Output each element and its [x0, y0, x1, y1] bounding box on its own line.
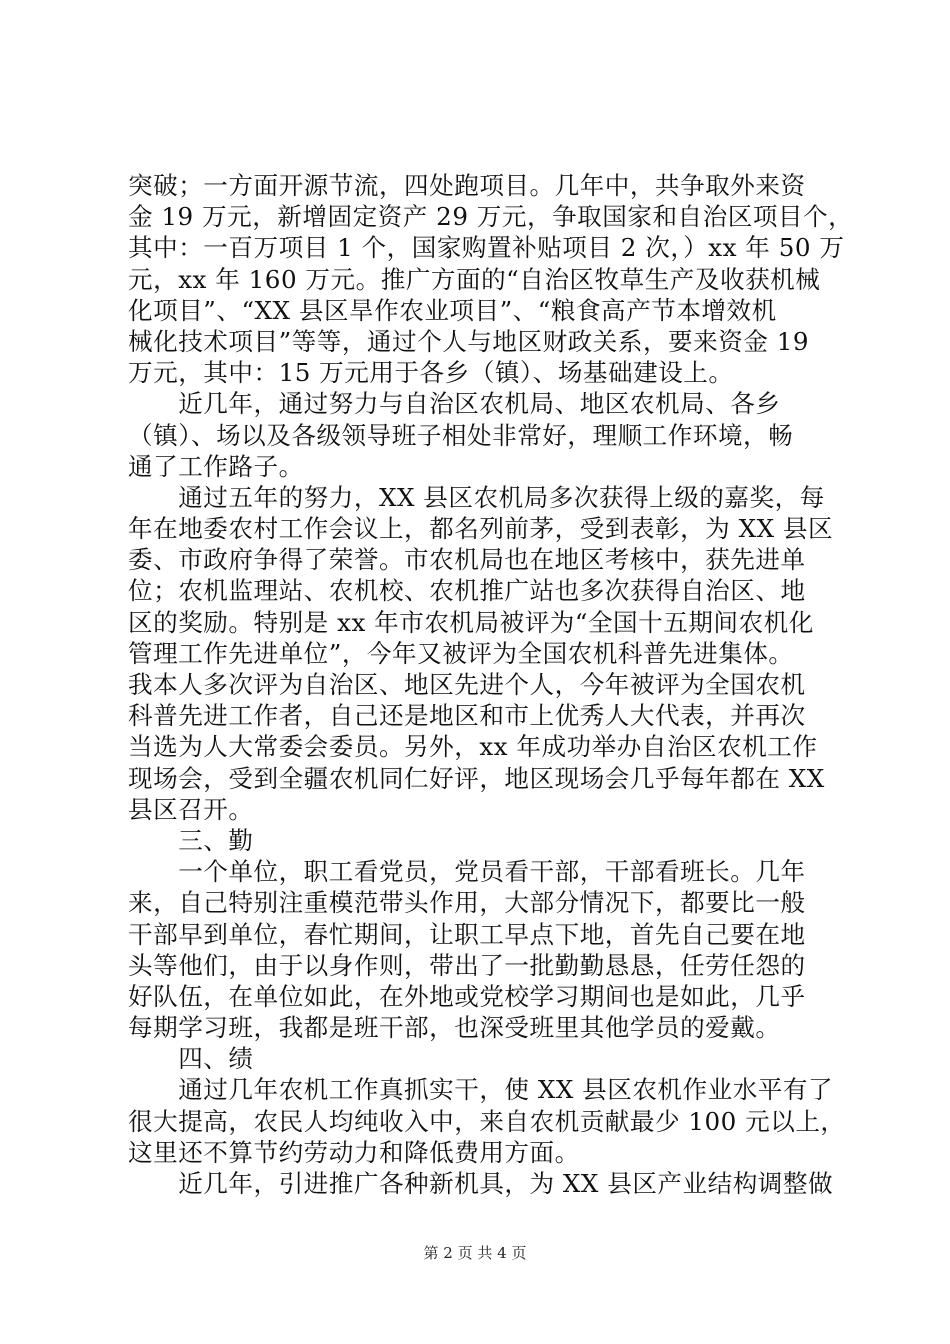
text-line: 干部早到单位，春忙期间，让职工早点下地，首先自己要在地	[128, 919, 806, 949]
text-line: 委、市政府争得了荣誉。市农机局也在地区考核中，获先进单	[128, 545, 806, 575]
text-line: 很大提高，农民人均纯收入中，来自农机贡献最少 100 元以上，	[128, 1106, 846, 1136]
text-line: 区的奖励。特别是 xx 年市农机局被评为“全国十五期间农机化	[128, 607, 814, 637]
text-line: 来，自己特别注重模范带头作用，大部分情况下，都要比一般	[128, 888, 806, 918]
text-line: 通过五年的努力，XX 县区农机局多次获得上级的嘉奖，每	[128, 482, 825, 512]
text-line: 一个单位，职工看党员，党员看干部，干部看班长。几年	[128, 857, 806, 887]
text-line: 其中：一百万项目 1 个，国家购置补贴项目 2 次，）xx 年 50 万	[128, 233, 845, 263]
text-line: 元，xx 年 160 万元。推广方面的“自治区牧草生产及收获机械	[128, 264, 821, 294]
text-line: 科普先进工作者，自己还是地区和市上优秀人大代表，并再次	[128, 701, 806, 731]
text-line: 当选为人大常委会委员。另外，xx 年成功举办自治区农机工作	[128, 732, 818, 762]
text-line: 位；农机监理站、农机校、农机推广站也多次获得自治区、地	[128, 576, 806, 606]
text-line: （镇）、场以及各级领导班子相处非常好，理顺工作环境，畅	[128, 420, 794, 450]
text-line: 突破；一方面开源节流，四处跑项目。几年中，共争取外来资	[128, 171, 806, 200]
text-line: 每期学习班，我都是班干部，也深受班里其他学员的爱戴。	[128, 1013, 781, 1043]
text-line: 械化技术项目”等等，通过个人与地区财政关系，要来资金 19	[128, 326, 810, 356]
text-line: 管理工作先进单位”，今年又被评为全国农机科普先进集体。	[128, 638, 794, 668]
text-line: 年在地委农村工作会议上，都名列前茅，受到表彰，为 XX 县区	[128, 514, 834, 544]
document-body	[128, 170, 854, 1199]
text-line: 现场会，受到全疆农机同仁好评，地区现场会几乎每年都在 XX	[128, 763, 825, 793]
text-line: 这里还不算节约劳动力和降低费用方面。	[128, 1137, 580, 1167]
text-line: 通过几年农机工作真抓实干，使 XX 县区农机作业水平有了	[128, 1075, 834, 1105]
text-line: 万元，其中：15 万元用于各乡（镇）、场基础建设上。	[128, 358, 734, 388]
text-line: 头等他们，由于以身作则，带出了一批勤勤恳恳，任劳任怨的	[128, 950, 806, 980]
page-footer	[0, 1243, 950, 1263]
text-line: 近几年，通过努力与自治区农机局、地区农机局、各乡	[128, 389, 781, 419]
section-heading: 三、勤	[128, 825, 254, 855]
text-line: 近几年，引进推广各种新机具，为 XX 县区产业结构调整做	[128, 1169, 834, 1198]
page-number-label: 第 2 页 共 4 页	[423, 1244, 527, 1262]
text-line: 好队伍，在单位如此，在外地或党校学习期间也是如此，几乎	[128, 981, 806, 1011]
text-line: 我本人多次评为自治区、地区先进个人，今年被评为全国农机	[128, 670, 806, 699]
text-line: 化项目”、“XX 县区旱作农业项目”、“粮食高产节本增效机	[128, 295, 777, 325]
text-line: 县区召开。	[128, 794, 254, 824]
text-line: 金 19 万元，新增固定资产 29 万元，争取国家和自治区项目个，	[128, 202, 854, 232]
text-line: 通了工作路子。	[128, 451, 304, 481]
section-heading: 四、绩	[128, 1044, 254, 1074]
